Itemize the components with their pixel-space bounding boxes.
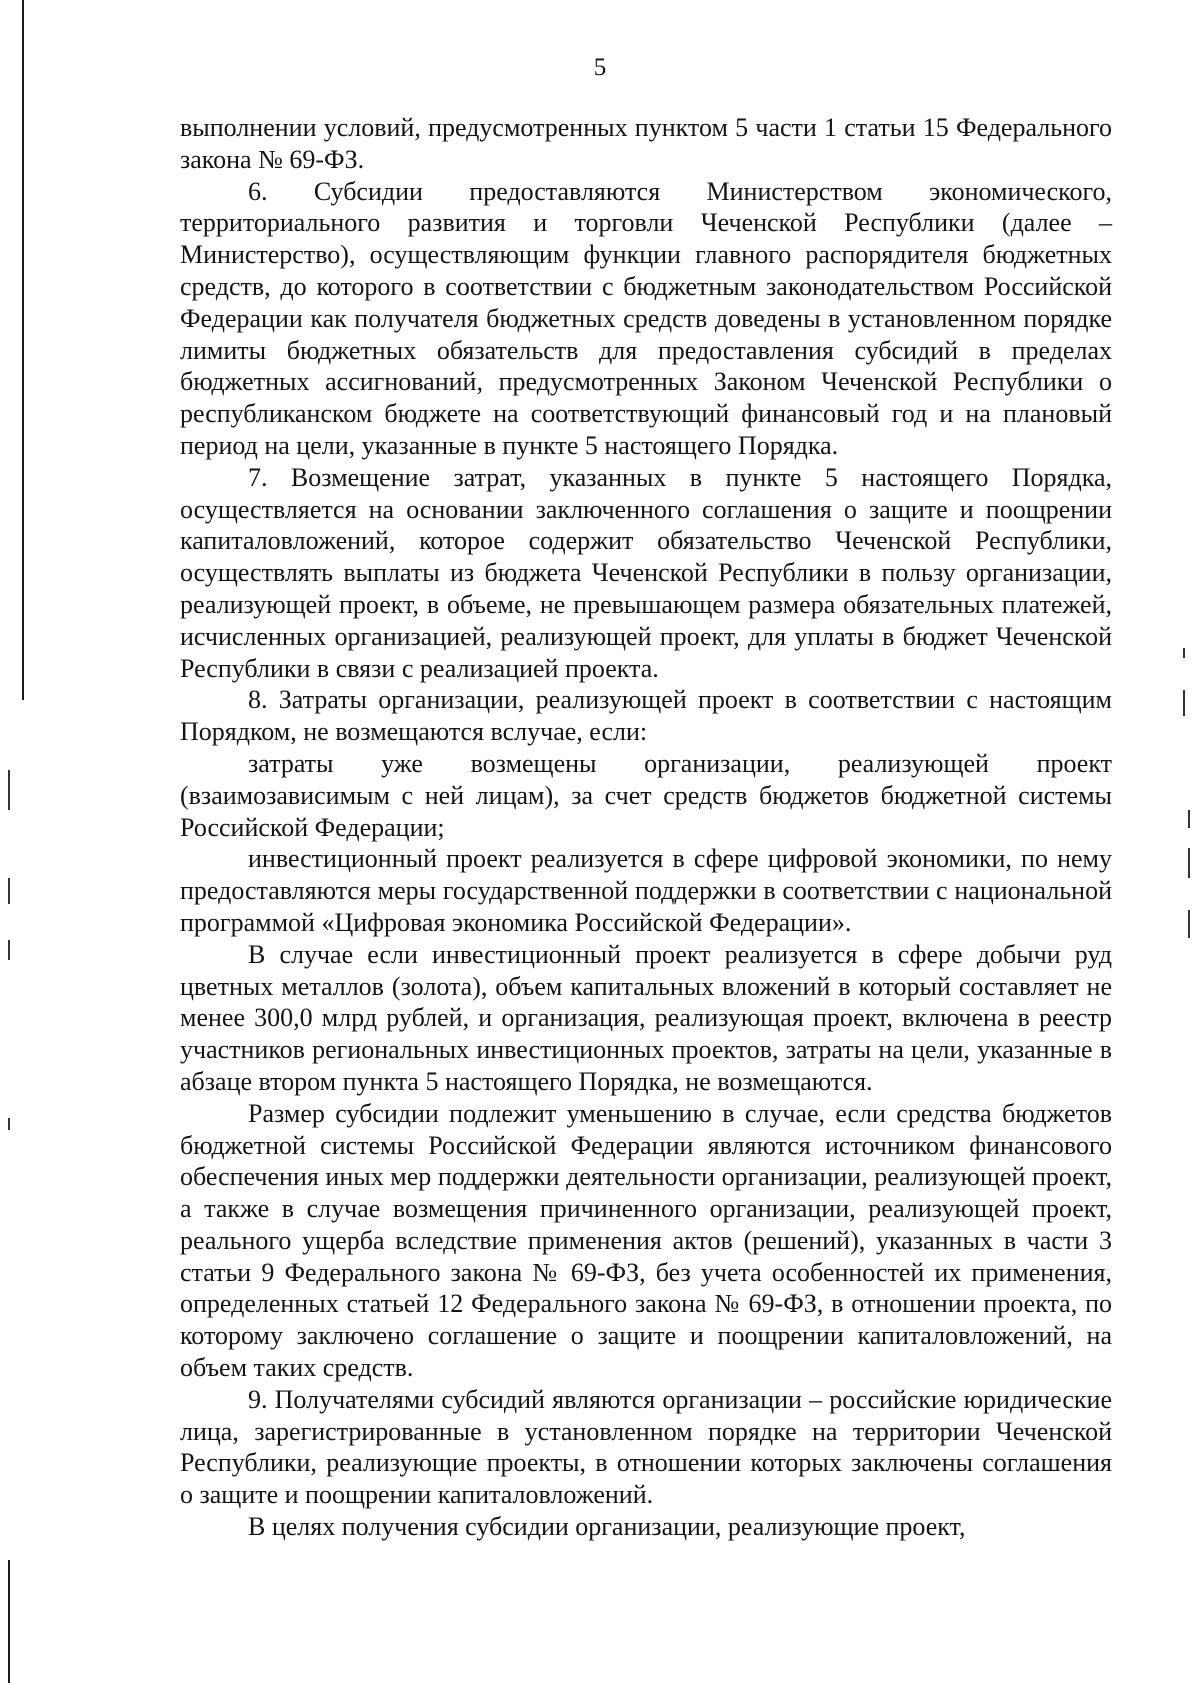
paragraph: В целях получения субсидии организации, реализующие проект,	[248, 1512, 966, 1542]
scan-mark	[1188, 910, 1190, 938]
scan-mark	[8, 878, 10, 904]
paragraph: затраты уже возмещены организации, реализующей проект (взаимозависимым с ней лицам), за счет средств бюджетов бюджетной системы Российской Федерации;	[180, 748, 1112, 842]
scan-mark	[8, 770, 10, 810]
scan-mark	[1183, 648, 1185, 658]
paragraph: 7. Возмещение затрат, указанных в пункте 5 настоящего Порядка, осуществляется на основании заключенного соглашения о защите и поощрении капиталовложений, которое содержит обязательство Чеченской Республики, осуществлять выплаты из бюджета Чеченской Республики в пользу организации, реализующей проект, в объеме, не превышающем размера обязательных платежей, исчисленных организацией, реализующей проект, для уплаты в бюджет Чеченской Республики в связи с реализацией проекта.	[180, 462, 1112, 683]
paragraph: Размер субсидии подлежит уменьшению в случае, если средства бюджетов бюджетной системы Российской Федерации являются источником финансового обеспечения иных мер поддержки деятельности организации, реализующей проект, а также в случае возмещения причиненного организации, реализующей проект, реального ущерба вследствие применения актов (решений), указанных в части 3 статьи 9 Федерального закона № 69-ФЗ, без учета особенностей их применения, определенных статьей 12 Федерального закона № 69-ФЗ, в отношении проекта, по которому заключено соглашение о защите и поощрении капиталовложений, на объем таких средств.	[180, 1098, 1112, 1383]
paragraph: В случае если инвестиционный проект реализуется в сфере добычи руд цветных металлов (золота), объем капитальных вложений в который составляет не менее 300,0 млрд рублей, и организация, реализующая проект, включена в реестр участников региональных инвестиционных проектов, затраты на цели, указанные в абзаце втором пункта 5 настоящего Порядка, не возмещаются.	[180, 939, 1112, 1096]
paragraph: инвестиционный проект реализуется в сфере цифровой экономики, по нему предоставляются меры государственной поддержки в соответствии с национальной программой «Цифровая экономика Российской Федерации».	[180, 844, 1112, 937]
document-body	[180, 112, 1112, 1543]
paragraph: выполнении условий, предусмотренных пунктом 5 части 1 статьи 15 Федерального закона № 69-ФЗ.	[180, 113, 1112, 174]
paragraph: 6. Субсидии предоставляются Министерством экономического, территориального развития и торговли Чеченской Республики (далее – Министерство), осуществляющим функции главного распорядителя бюджетных средств, до которого в соответствии с бюджетным законодательством Российской Федерации как получателя бюджетных средств доведены в установленном порядке лимиты бюджетных обязательств для предоставления субсидий в пределах бюджетных ассигнований, предусмотренных Законом Чеченской Республики о республиканском бюджете на соответствующий финансовый год и на плановый период на цели, указанные в пункте 5 настоящего Порядка.	[180, 176, 1112, 460]
scan-mark	[8, 1118, 10, 1130]
paragraph: 8. Затраты организации, реализующей проект в соответствии с настоящим Порядком, не возмещаются вслучае, если:	[180, 685, 1112, 747]
scan-mark	[1188, 848, 1190, 878]
scan-mark	[1183, 690, 1185, 716]
scan-mark	[8, 940, 10, 960]
page-number: 5	[593, 54, 607, 81]
scan-edge-line	[22, 0, 24, 700]
scan-edge-line	[8, 1560, 10, 1683]
scan-mark	[1188, 810, 1190, 828]
paragraph: 9. Получателями субсидий являются организации – российские юридические лица, зарегистрированные в установленном порядке на территории Чеченской Республики, реализующие проекты, в отношении которых заключены соглашения о защите и поощрении капиталовложений.	[180, 1384, 1112, 1510]
